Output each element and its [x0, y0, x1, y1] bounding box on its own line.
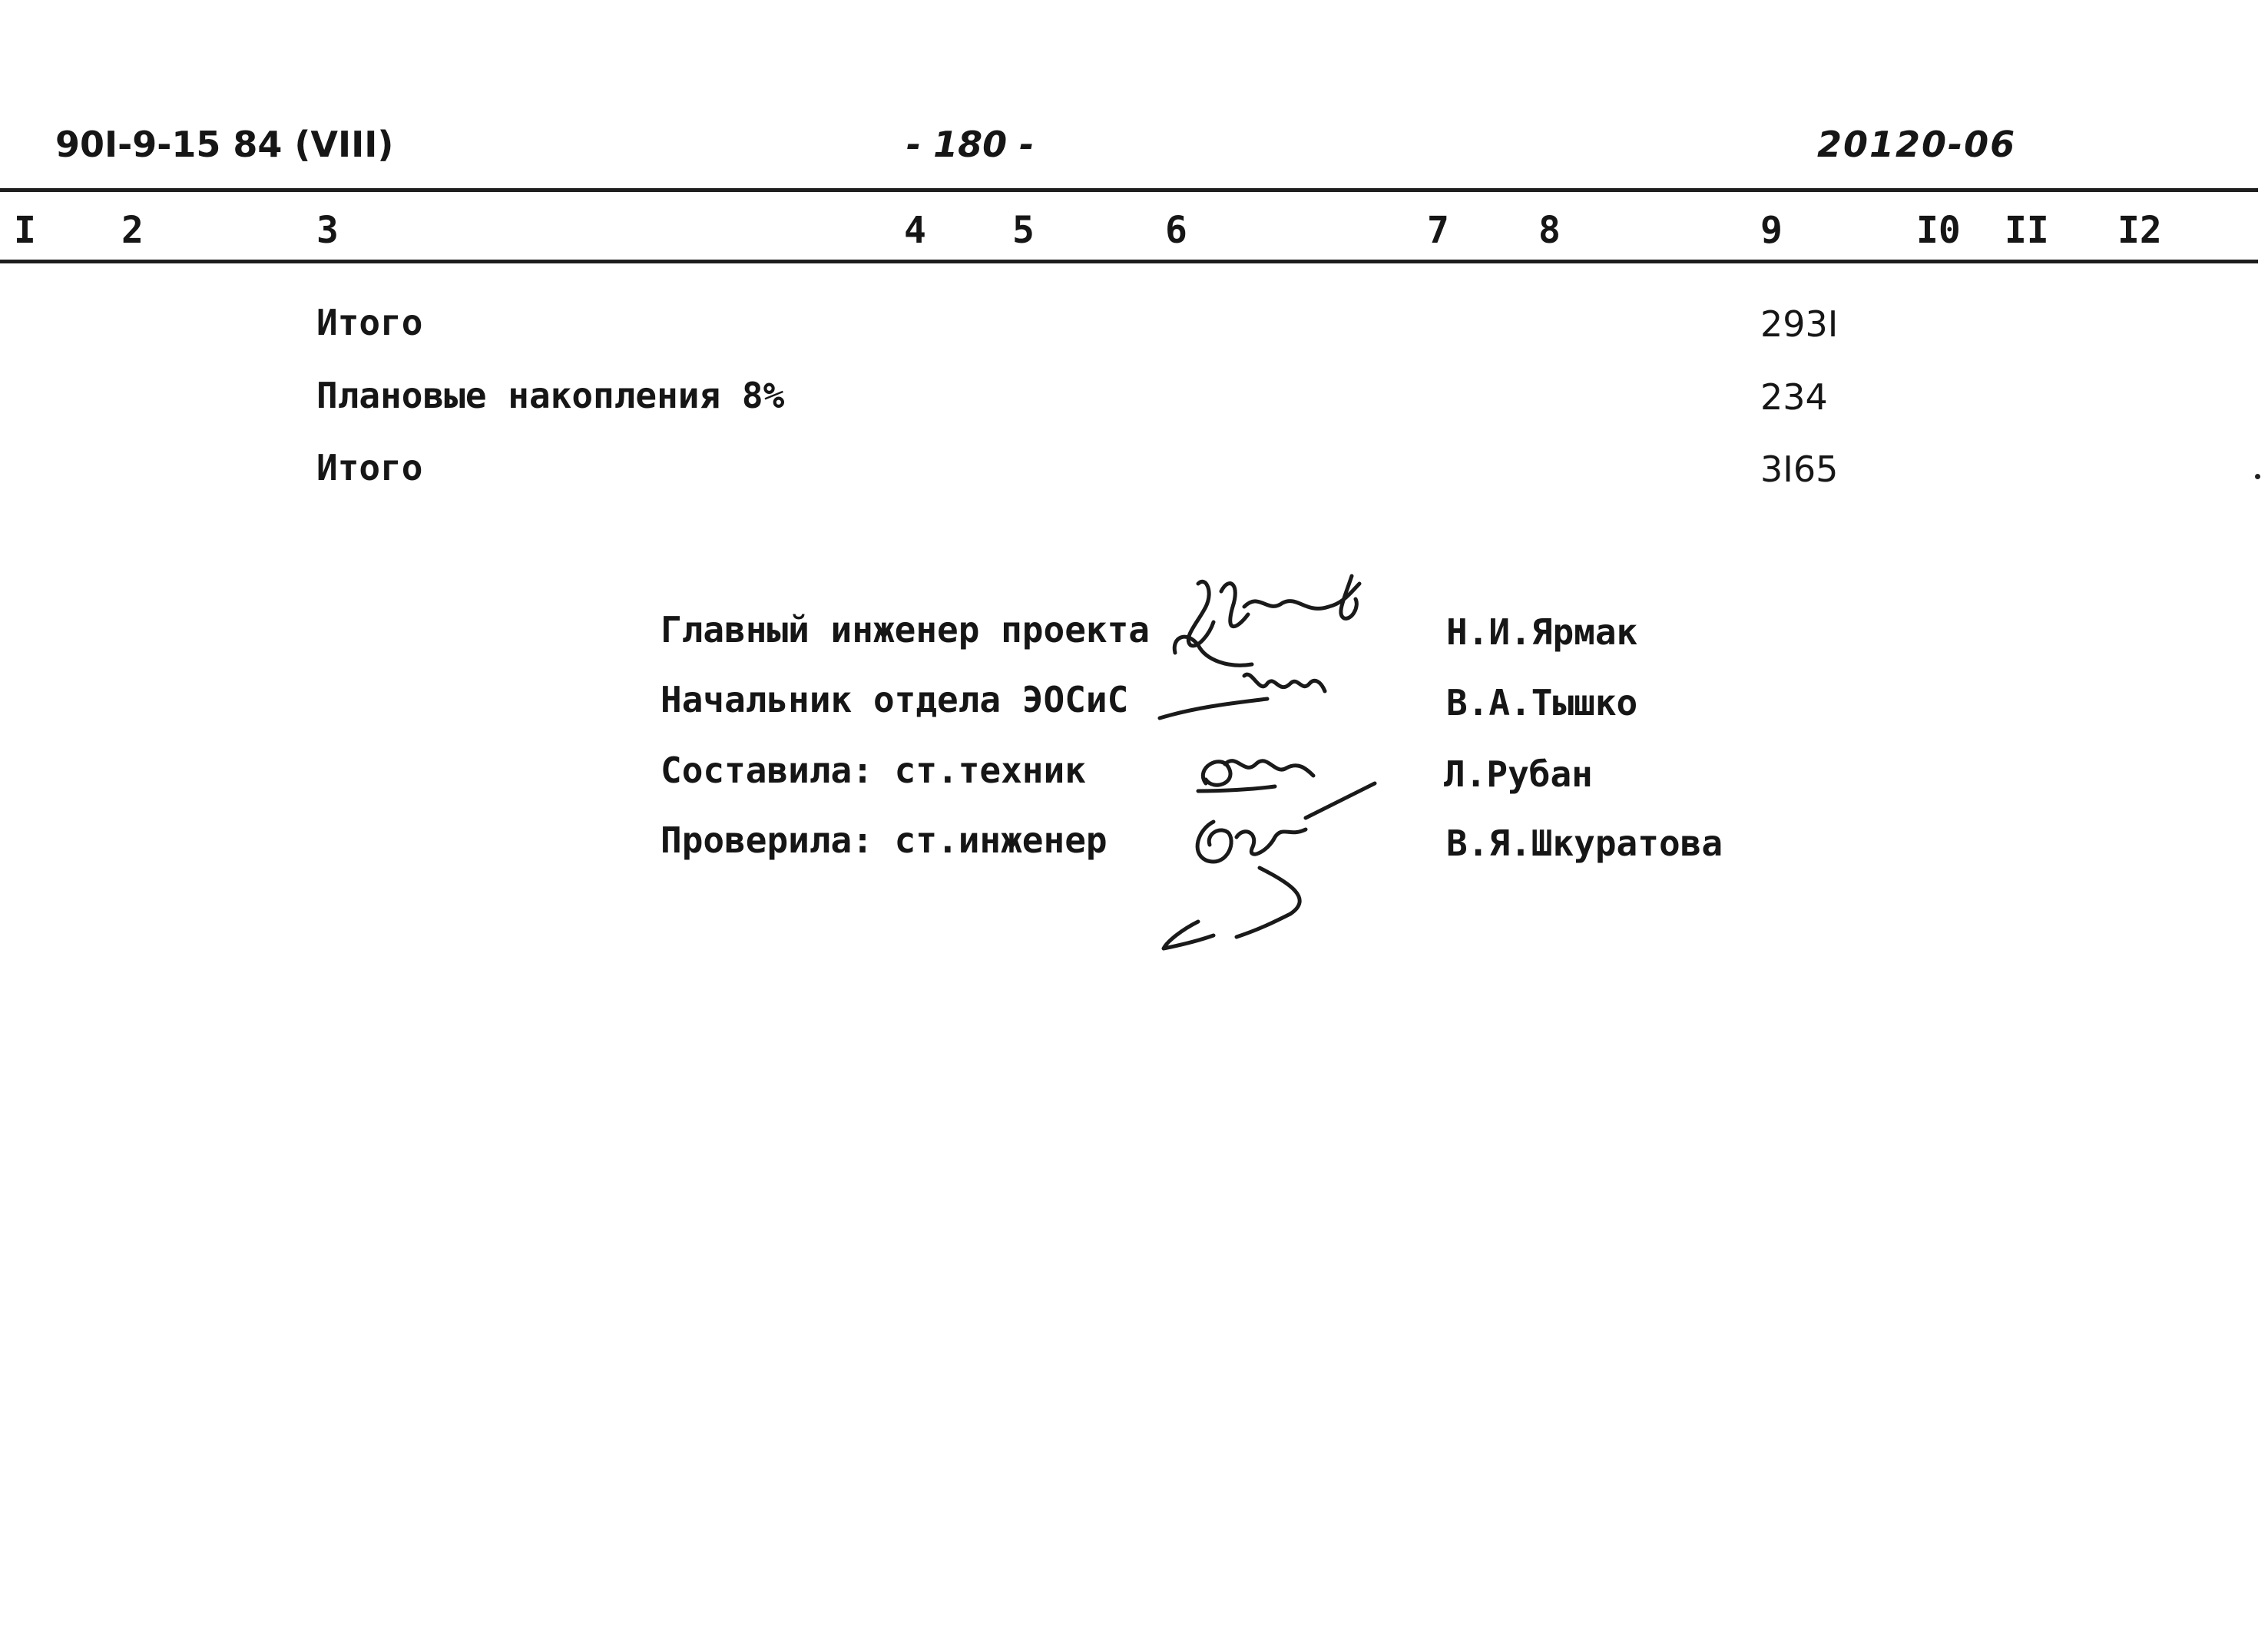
column-number: I0 — [1916, 209, 1961, 252]
handwritten-signatures — [1152, 561, 1459, 960]
row-value: 3I65 — [1760, 449, 1839, 490]
document-number: 20120-06 — [1817, 124, 2017, 165]
signatory-name: В.А.Тышко — [1446, 682, 1638, 723]
signature-yarmak — [1174, 576, 1359, 665]
signatory-role: Проверила: ст.инженер — [661, 819, 1108, 861]
signatory-role: Составила: ст.техник — [661, 750, 1086, 791]
column-number: I — [14, 209, 36, 252]
signature-ruban — [1198, 761, 1313, 791]
stray-mark — [2255, 474, 2260, 479]
signature-tyshko — [1160, 674, 1325, 718]
column-number: 8 — [1538, 209, 1561, 252]
row-label: Итого — [316, 447, 423, 488]
header-rule-top — [0, 188, 2258, 192]
column-number: II — [2005, 209, 2049, 252]
signatory-role: Главный инженер проекта — [661, 609, 1150, 650]
row-label: Итого — [316, 302, 423, 343]
signatory-name: Н.И.Ярмак — [1446, 611, 1638, 653]
row-value: 234 — [1760, 376, 1828, 418]
column-number: 5 — [1012, 209, 1035, 252]
signature-shkuratova — [1164, 783, 1375, 948]
document-code: 90I-9-15 84 (VIII) — [55, 124, 394, 165]
column-number: I2 — [2117, 209, 2162, 252]
page-number: - 180 - — [906, 124, 1035, 165]
header-rule-bottom — [0, 260, 2258, 263]
signatory-name: В.Я.Шкуратова — [1446, 823, 1723, 864]
row-value: 293I — [1760, 303, 1839, 345]
signatory-name: Л.Рубан — [1444, 753, 1593, 795]
column-number: 3 — [316, 209, 339, 252]
column-number: 9 — [1760, 209, 1783, 252]
column-number: 4 — [904, 209, 926, 252]
column-number: 6 — [1165, 209, 1187, 252]
signatory-role: Начальник отдела ЭОСиС — [661, 679, 1129, 720]
column-number: 7 — [1427, 209, 1449, 252]
row-label: Плановые накопления 8% — [316, 375, 785, 416]
column-number: 2 — [121, 209, 144, 252]
